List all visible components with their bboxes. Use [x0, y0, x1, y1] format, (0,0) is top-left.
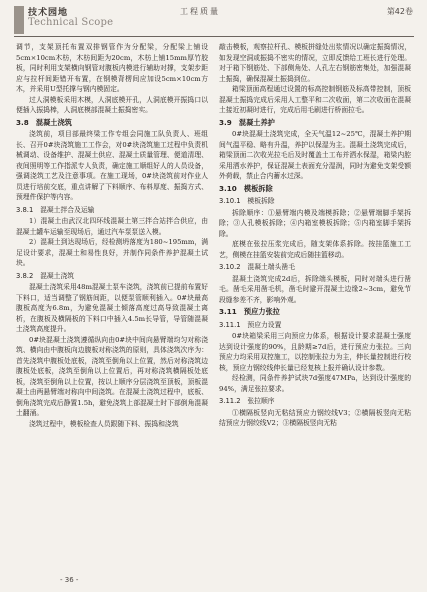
subsection-heading: 3.11.2 张拉顺序	[219, 397, 275, 405]
section-heading: 3.9 混凝土养护	[219, 117, 275, 127]
body-paragraph: 1）混凝土由武汉北四环线混凝土第三拌合站拌合供应，由混凝土罐车运输至现场后，通过汽车泵泵送入模。	[16, 217, 208, 236]
body-paragraph: 经检测，同条件养护试块7d强度47MPa，达到设计强度的94%，满足张拉要求。	[219, 374, 411, 393]
left-column	[16, 42, 208, 429]
body-paragraph: 浇筑过程中，模板检查人员跟随下料、振捣和浇筑	[29, 419, 179, 428]
section-heading: 3.10 模板拆除	[219, 183, 273, 193]
body-paragraph: 敲击模板，观察拉杆孔、模板拼缝处出浆情况以确定振捣情况，如发现空洞或振捣不密实的情况，立即反馈给工班长进行处理。对于箱下钢筋处、下部侧角处、人孔左右钢筋密集处，加强混凝土振捣，确保混凝土振捣到位。	[219, 43, 411, 83]
body-paragraph: 过人洞模板采用木模，人洞底模开孔，人洞底模开振捣口以便插入振捣棒，人洞底模部混凝土振捣密实。	[16, 95, 208, 114]
body-paragraph: 0#块箱梁采用三向预应力体系，根据设计要求混凝土强度达到设计强度的90%，且龄期≥7d后，进行预应力张拉。三向预应力均采用双控施工，以控制张拉力为主，伸长量控制进行校核，预应力钢绞线伸长量已经复核上报并确认设计参数。	[219, 332, 411, 372]
body-paragraph: 混凝土浇筑完成2d后，拆除端头模板，同时对端头进行凿毛。凿毛采用凿毛机，凿毛时避开混凝土边缘2~3cm，避免节段缝参差不齐，影响外观。	[219, 274, 411, 304]
body-paragraph: 浇筑前，项目部最终梁工作专组会同施工队负责人、班组长、召开0#块浇筑施工工作会，对0#块浇筑施工过程中负责机械调动、设备维护、混凝土供应、混凝土质量管理、便道清理、夜间照明等工作指派专人负责，确定施工顺组好人的人员设备，强调浇筑工艺及注意事项。在施工现场，0#块浇筑前对作业人员进行培前交底，重点讲解了下料顺序、布料厚度、振捣方式、预埋件保护等内容。	[16, 130, 208, 201]
page-number: - 36 -	[60, 576, 79, 584]
volume-number: 第42卷	[386, 7, 413, 16]
subsection-heading: 3.11.1 预应力设置	[219, 320, 282, 329]
subsection-heading: 3.8.2 混凝土浇筑	[16, 271, 75, 280]
body-paragraph: 调节，支架顶托布置双排钢管作为分配梁，分配梁上铺设5cm×10cm木枋，木枋间距为20cm，木枋上铺15mm厚竹胶板，同时利用支架横向钢管对腹板内模进行辅助对撑，支架步距应与拉杆间距错开布置，在钢模背楞间应加设5cm×10cm方木，并采用U型托撑与钢内模固定。	[16, 43, 208, 93]
right-column	[219, 42, 411, 429]
section-heading: 3.11 预应力张拉	[219, 307, 280, 316]
magazine-name: 工程质量	[180, 7, 220, 16]
body-paragraph: 2）混凝土到达现场后，经检测坍落度为180~195mm，满足设计要求，混凝土和易性良好，并制作同条件养护混凝土试块。	[16, 238, 208, 267]
body-paragraph: 底模在张拉压浆完成后，随支架体系拆除。按挂篮施工工艺，侧模在挂篮安装前完成后随挂篮移动。	[219, 240, 411, 259]
page-header	[0, 0, 427, 40]
section-logo-icon	[14, 6, 24, 34]
subsection-heading: 3.10.1 模板拆除	[219, 197, 275, 205]
body-paragraph: 0#块混凝土浇筑完成，全天气温12~25℃，混凝土养护期间气温平稳、略有升温，养护以保湿为主。混凝土浇筑完成后，箱梁顶面二次收光拉毛后及时覆盖土工布并洒水保湿，箱梁内腔采用洒水养护，保证混凝土表面充分湿润，同时为避免支架受额外荷载，禁止合内蓄水过深。	[219, 130, 411, 180]
body-paragraph: 箱梁顶面高程通过设置的标高控制钢筋及标高带控制，顶板混凝土振捣完成后采用人工整平和二次收面，第二次收面在混凝土接近初凝时进行，完成后用毛刷进行桥面拉毛。	[219, 85, 411, 114]
body-paragraph: ①横隔板竖向无粘结预应力钢绞线V3；②横隔板竖向无粘结预应力钢绞线V2；③横隔板竖向无粘	[219, 408, 411, 427]
subsection-heading: 3.8.1 混凝土拌合及运输	[16, 205, 95, 214]
section-title-cn: 技术园地	[28, 8, 69, 18]
section-heading: 3.8 混凝土浇筑	[16, 117, 72, 127]
body-paragraph: 0#块混凝土浇筑遵循纵向由0#块中间向悬臂端均匀对称浇筑、横向由中腹板向边腹板对称浇筑的原则，具体浇筑次序为：首先浇筑中腹板处底板，浇筑至倒角以上位置，然后对称浇筑边腹板处底板，浇筑至倒角以上位置后，再对称浇筑横隔板处底板，浇筑至倒角以上位置，按以上顺序分层浇筑至顶板，顶板混凝土由两悬臂端对称向中间浇筑。在混凝土浇筑过程中，底板、倒角浇筑完成后静置1.5h，避免浇筑上部混凝土时下部倒角混凝土翻涌。	[16, 335, 208, 417]
body-paragraph: 混凝土浇筑采用48m混凝土泵车浇筑，浇筑前已提前布置好下料口，适当调整了钢筋间距，以便泵管顺利插入。0#块最高腹板高度为6.8m，为避免混凝土倾落高度过高导致混凝土离析，在腹板及横隔板的下料口中插入4.5m长导管，导管随混凝土浇筑高度提升。	[16, 283, 208, 333]
subsection-heading: 3.10.2 混凝土端头凿毛	[219, 263, 295, 271]
header-divider	[14, 36, 414, 37]
section-title-en: Technical Scope	[28, 17, 114, 28]
body-paragraph: 拆除顺序：①悬臂端内模及端模拆除；②悬臂端脚手架拆除；③人孔模板拆除；④内箱室模板拆除；⑤内箱室脚手架拆除。	[219, 208, 411, 238]
